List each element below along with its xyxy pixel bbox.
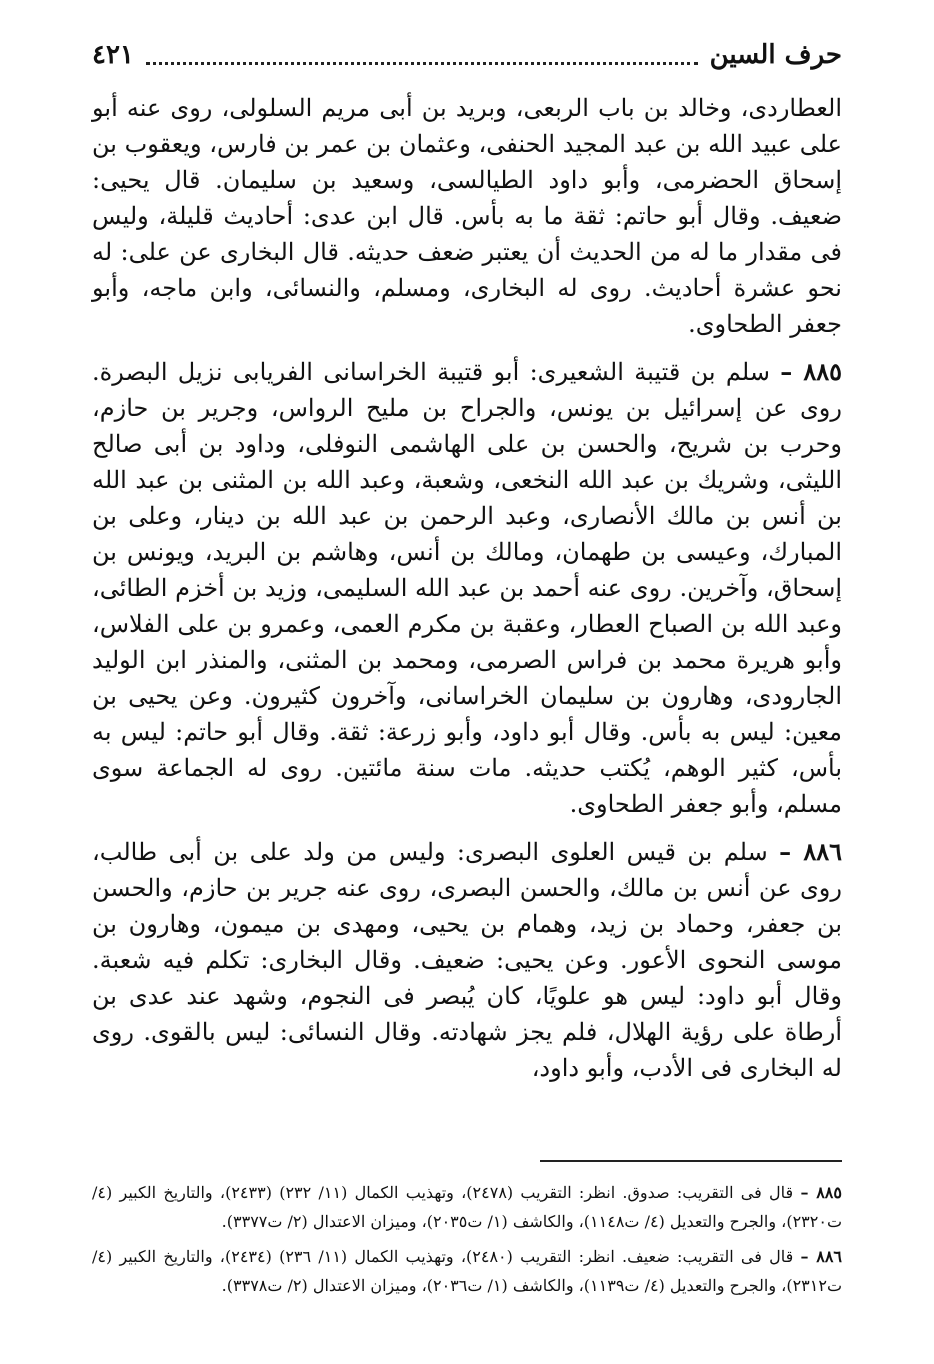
footnote-separator (540, 1160, 842, 1162)
main-text (92, 90, 842, 1098)
entry-886 (92, 834, 842, 1086)
page-number: ٤٢١ (92, 40, 134, 70)
footnote-number: ٨٨٥ – (800, 1183, 842, 1202)
entry-885 (92, 354, 842, 822)
entry-text: سلم بن قيس العلوى البصرى: وليس من ولد على بن أبى طالب، روى عن أنس بن مالك، والحسن البصرى، روى عنه جرير بن حازم، والحسن بن جعفر، وحماد بن زيد، وهمام بن يحيى، ومهدى بن ميمون، وهارون بن موسى النحوى الأعور. وعن يحيى: ضعيف. وقال البخارى: تكلم فيه شعبة. وقال أبو داود: ليس هو علويًا، كان يُبصر فى النجوم، وشهد عند عدى بن أرطاة على رؤية الهلال، فلم يجز شهادته. وقال النسائى: ليس بالقوى. روى له البخارى فى الأدب، وأبو داود، (92, 838, 842, 1082)
section-title: حرف السين (709, 40, 842, 70)
entry-number: ٨٨٦ – (779, 837, 842, 866)
footnote-885 (92, 1178, 842, 1236)
paragraph-continuation: العطاردى، وخالد بن باب الربعى، وبريد بن أبى مريم السلولى، روى عنه أبو على عبيد الله بن عبد المجيد الحنفى، وعثمان بن عمر بن فارس، ويعقوب بن إسحاق الحضرمى، وأبو داود الطيالسى، وسعيد بن سليمان. قال يحيى: ضعيف. وقال أبو حاتم: ثقة ما به بأس. قال ابن عدى: أحاديث قليلة، وليس فى مقدار ما له من الحديث أن يعتبر ضعف حديثه. قال البخارى عن على: له نحو عشرة أحاديث. روى له البخارى، ومسلم، والنسائى، وابن ماجه، وأبو جعفر الطحاوى. (92, 94, 842, 338)
footnotes (92, 1178, 842, 1306)
footnote-text: قال فى التقريب: ضعيف. انظر: التقريب (٢٤٨٠)، وتهذيب الكمال (١١/ ٢٣٦) (٢٤٣٤)، والتاريخ الكبير (٤/ ت٢٣١٢)، والجرح والتعديل (٤/ ت١١٣٩)، والكاشف (١/ ت٢٠٣٦)، وميزان الاعتدال (٢/ ت٣٣٧٨). (92, 1247, 842, 1295)
entry-text: سلم بن قتيبة الشعيرى: أبو قتيبة الخراسانى الفريابى نزيل البصرة. روى عن إسرائيل بن يونس، والجراح بن مليح الرواس، وجرير بن حازم، وحرب بن شريح، والحسن بن على الهاشمى النوفلى، وداود بن أبى صالح الليثى، وشريك بن عبد الله النخعى، وشعبة، وعبد الله بن المثنى بن عبد الله بن أنس بن مالك الأنصارى، وعبد الرحمن بن عبد الله بن دينار، وعلى بن المبارك، وعيسى بن طهمان، ومالك بن أنس، وهاشم بن البريد، ويونس بن إسحاق، وآخرين. روى عنه أحمد بن عبد الله السليمى، وزيد بن أخزم الطائى، وعبد الله بن الصباح العطار، وعقبة بن مكرم العمى، وعمرو بن على الفلاس، وأبو هريرة محمد بن فراس الصرمى، ومحمد بن المثنى، والمنذر ابن الوليد الجارودى، وهارون بن سليمان الخراسانى، وآخرون كثيرون. وعن يحيى بن معين: ليس به بأس. وقال أبو داود، وأبو زرعة: ثقة. وقال أبو حاتم: ليس به بأس، كثير الوهم، يُكتب حديثه. مات سنة مائتين. روى له الجماعة سوى مسلم، وأبو جعفر الطحاوى. (92, 358, 843, 818)
footnote-number: ٨٨٦ – (800, 1247, 842, 1266)
page-header (92, 30, 842, 80)
footnote-886 (92, 1242, 842, 1300)
header-dotted-leader (146, 62, 698, 65)
entry-number: ٨٨٥ – (780, 357, 843, 386)
footnote-text: قال فى التقريب: صدوق. انظر: التقريب (٢٤٧٨)، وتهذيب الكمال (١١/ ٢٣٢) (٢٤٣٣)، والتاريخ الكبير (٤/ ت٢٣٢٠)، والجرح والتعديل (٤/ ت١١٤٨)، والكاشف (١/ ت٢٠٣٥)، وميزان الاعتدال (٢/ ت٣٣٧٧). (92, 1183, 842, 1231)
